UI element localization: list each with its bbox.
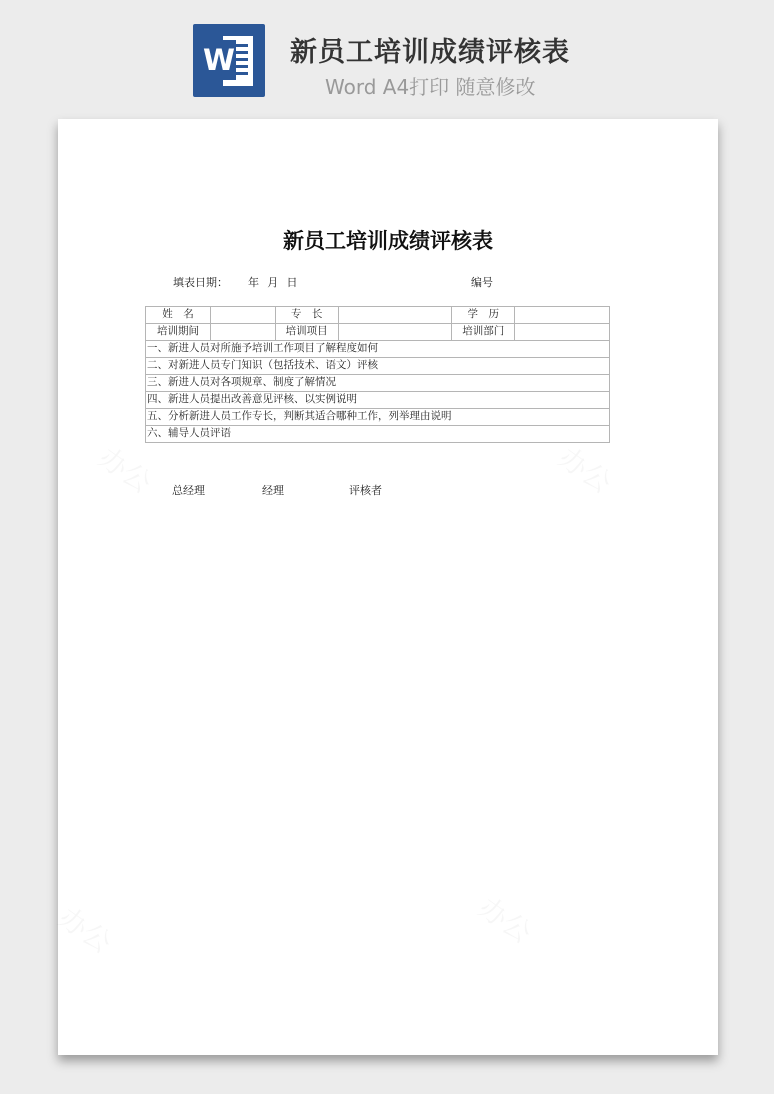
training-period-label: 培训期间 (146, 324, 211, 341)
word-letter: W (202, 40, 236, 80)
evaluation-table (145, 306, 610, 443)
header-subtitle: Word A4打印 随意修改 (325, 75, 536, 99)
table-row (146, 409, 610, 426)
table-row (146, 341, 610, 358)
number-label: 编号 (471, 277, 493, 289)
date-placeholder: 年 月 日 (248, 277, 298, 289)
name-label: 姓 名 (146, 307, 211, 324)
fill-date-label: 填表日期： (173, 277, 228, 289)
document-title: 新员工培训成绩评核表 (283, 229, 493, 253)
header-title: 新员工培训成绩评核表 (290, 37, 570, 68)
watermark (472, 887, 541, 952)
watermark (92, 437, 161, 502)
evaluation-item[interactable]: 二、对新进人员专门知识（包括技术、语文）评核 (146, 358, 610, 375)
education-label: 学 历 (452, 307, 515, 324)
reviewer-signature-label: 评核者 (349, 485, 382, 497)
name-field[interactable] (210, 307, 275, 324)
preview-header (0, 0, 774, 110)
training-dept-label: 培训部门 (452, 324, 515, 341)
evaluation-item[interactable]: 三、新进人员对各项规章、制度了解情况 (146, 375, 610, 392)
table-row (146, 426, 610, 443)
watermark (552, 437, 621, 502)
evaluation-item[interactable]: 五、分析新进人员工作专长，判断其适合哪种工作，列举理由说明 (146, 409, 610, 426)
watermark (52, 897, 121, 962)
training-project-label: 培训项目 (275, 324, 338, 341)
table-row (146, 307, 610, 324)
evaluation-item[interactable]: 一、新进人员对所施予培训工作项目了解程度如何 (146, 341, 610, 358)
table-row (146, 324, 610, 341)
evaluation-item[interactable]: 四、新进人员提出改善意见评核、以实例说明 (146, 392, 610, 409)
evaluation-item[interactable]: 六、辅导人员评语 (146, 426, 610, 443)
table-row (146, 392, 610, 409)
training-dept-field[interactable] (515, 324, 610, 341)
table-row (146, 375, 610, 392)
document-page (58, 119, 718, 1055)
education-field[interactable] (515, 307, 610, 324)
table-row (146, 358, 610, 375)
manager-signature-label: 经理 (262, 485, 284, 497)
specialty-label: 专 长 (275, 307, 338, 324)
specialty-field[interactable] (338, 307, 452, 324)
training-period-field[interactable] (210, 324, 275, 341)
word-document-icon (193, 24, 265, 97)
general-manager-signature-label: 总经理 (172, 485, 205, 497)
training-project-field[interactable] (338, 324, 452, 341)
